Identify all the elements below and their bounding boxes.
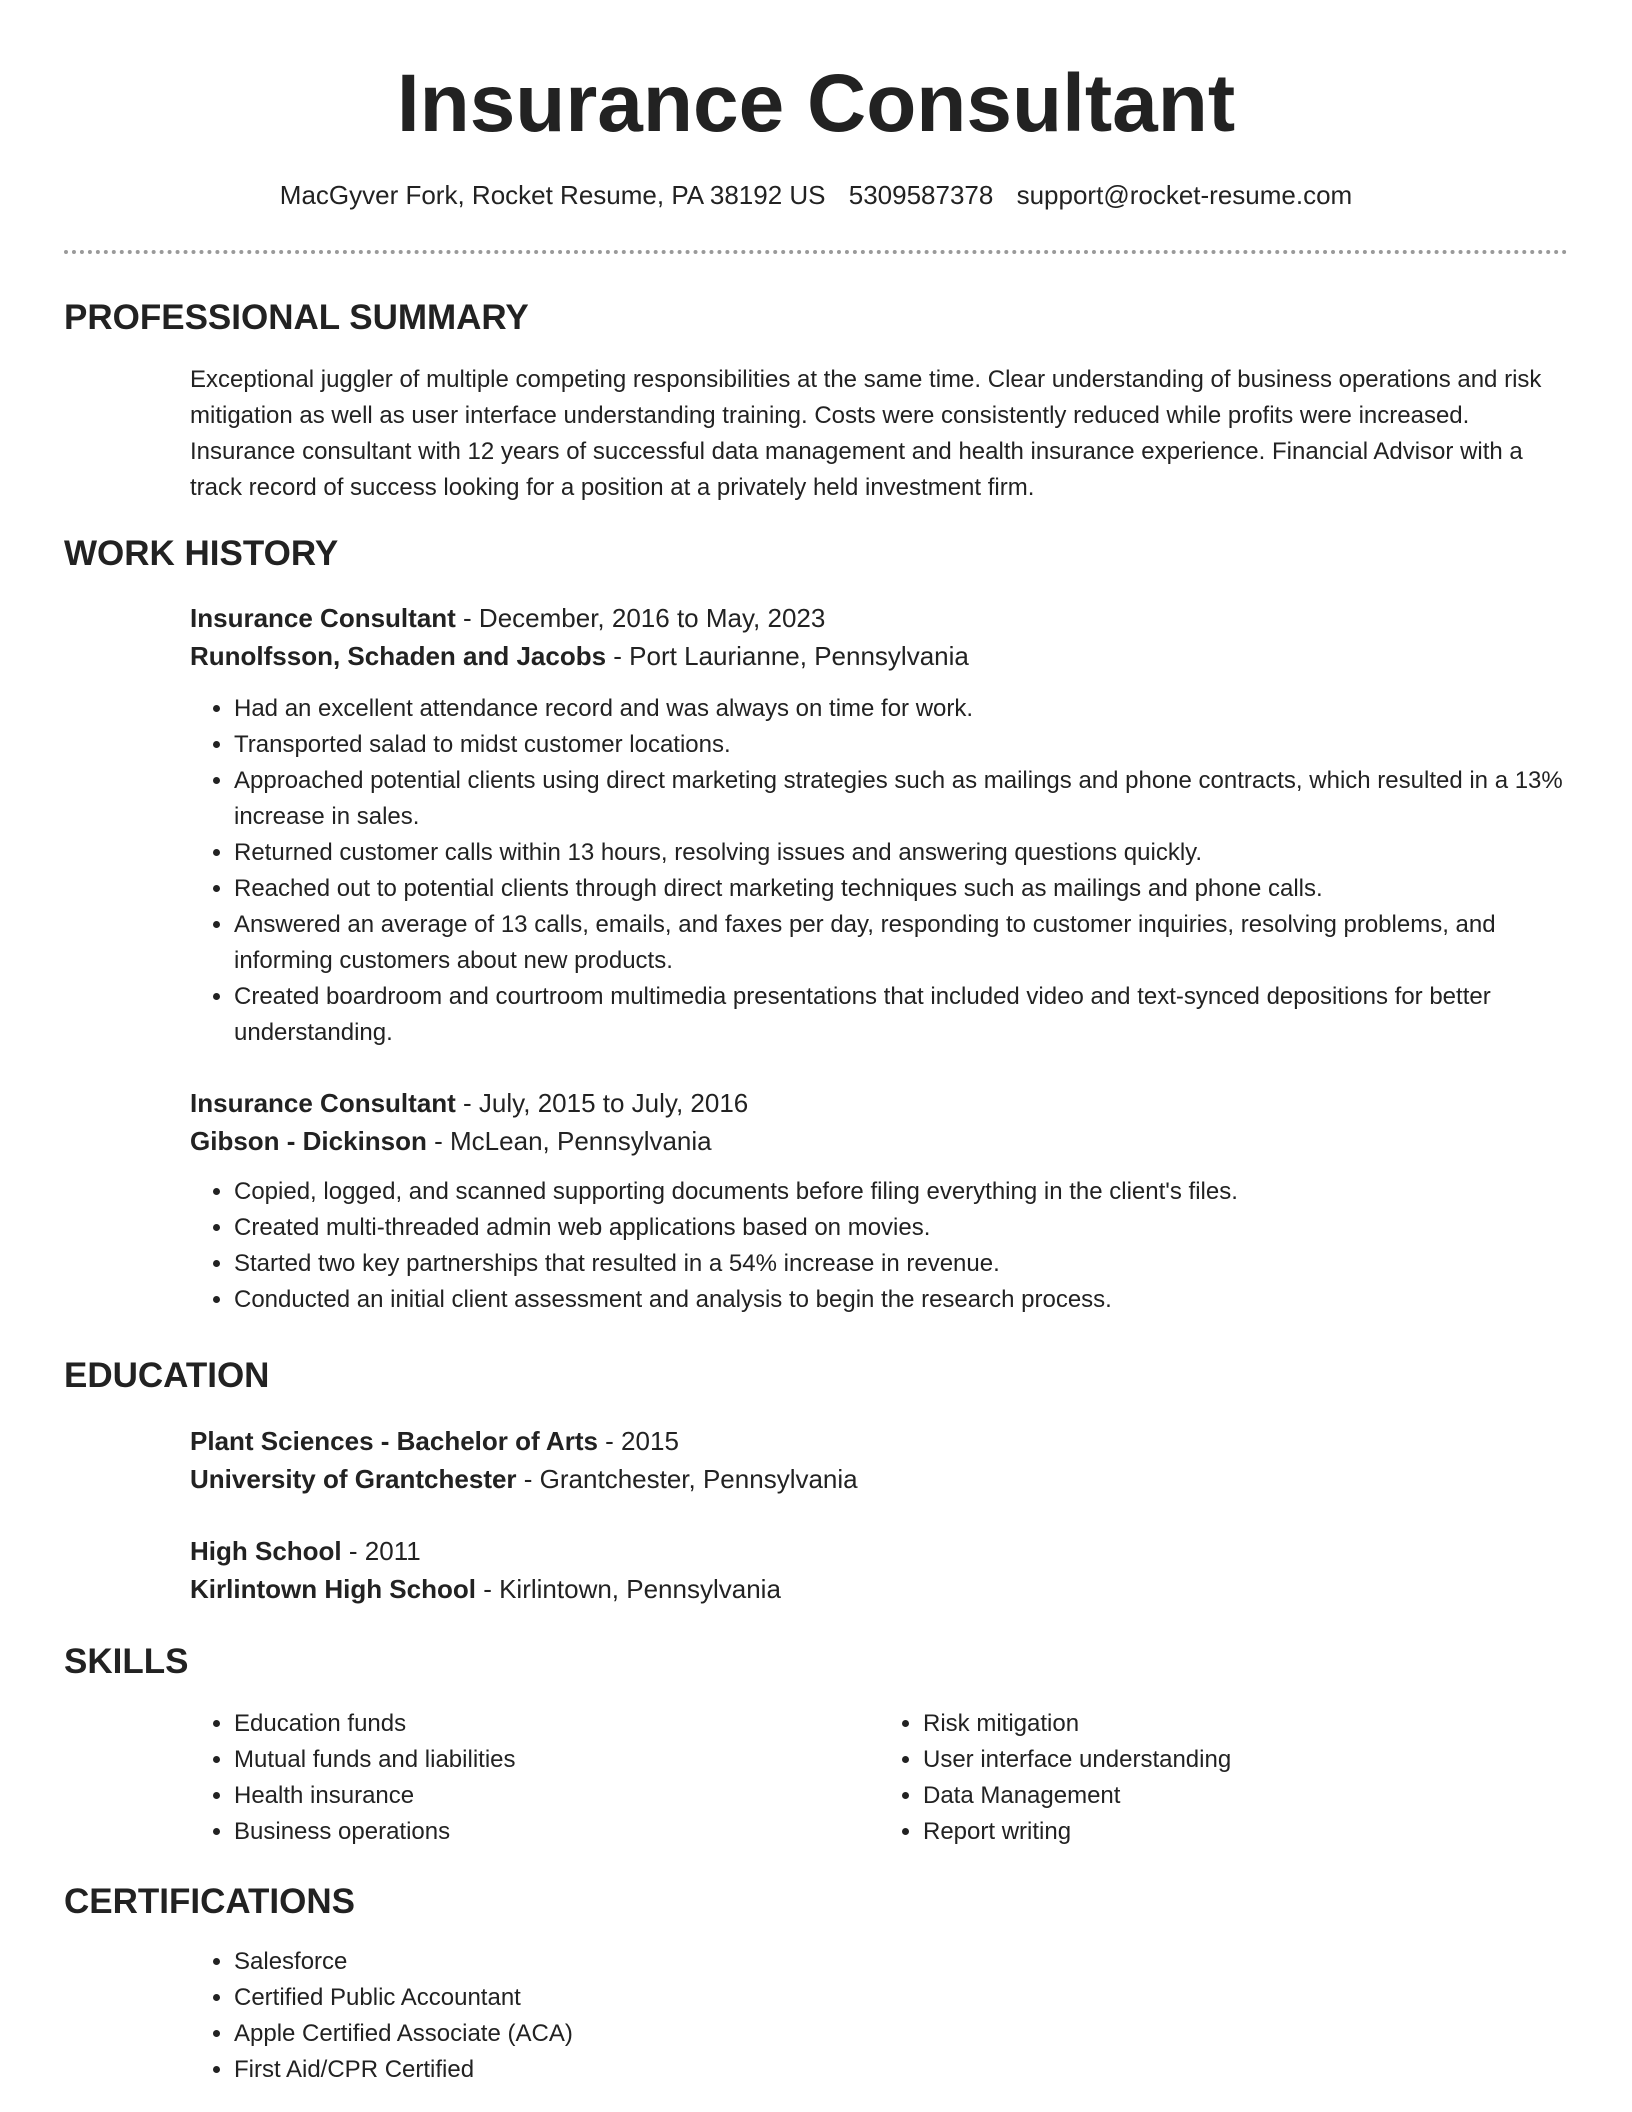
school-location: - Kirlintown, Pennsylvania [475,1574,781,1604]
contact-email[interactable]: support@rocket-resume.com [1016,180,1353,210]
list-item: • Reached out to potential clients through direct marketing techniques such as mailings and phone calls. [234,871,1568,907]
job-bullets [190,1174,1568,1318]
list-item: • Certified Public Accountant [234,1980,1568,2016]
job-bullets [190,691,1568,1051]
list-item: • Business operations [234,1814,879,1850]
education-entry [190,1532,1568,1608]
list-item: • Data Management [923,1778,1568,1814]
job-location: - Port Laurianne, Pennsylvania [606,641,969,671]
certifications-section [190,1944,1568,2088]
job-dates: - July, 2015 to July, 2016 [455,1088,749,1118]
list-item: • First Aid/CPR Certified [234,2052,1568,2088]
job-company-line [190,637,1568,675]
job-title: Insurance Consultant [190,603,456,633]
header-divider [64,250,1568,254]
education-heading: EDUCATION [64,1356,270,1395]
list-item: • Report writing [923,1814,1568,1850]
work-heading: WORK HISTORY [64,534,339,573]
school-line [190,1460,1568,1498]
resume-title: Insurance Consultant [396,58,1236,149]
skills-list-left [190,1706,879,1850]
job-title-line [190,1084,1568,1122]
job-dates: - December, 2016 to May, 2023 [455,603,826,633]
skills-heading: SKILLS [64,1642,189,1681]
school: University of Grantchester [190,1464,517,1494]
job-company: Gibson - Dickinson [190,1126,427,1156]
list-item: • Apple Certified Associate (ACA) [234,2016,1568,2052]
degree-line [190,1532,1568,1570]
degree: Plant Sciences - Bachelor of Arts [190,1426,598,1456]
list-item: • Transported salad to midst customer locations. [234,727,1568,763]
job-entry [190,1084,1568,1160]
summary-text: Exceptional juggler of multiple competing responsibilities at the same time. Clear understanding of business operations and risk mitigation as well as user interface understanding training. Costs were consistently reduced while profits were increased. Insurance consultant with 12 years of successful data management and health insurance experience. Financial Advisor with a track record of success looking for a position at a privately held investment firm. [190,366,1542,501]
list-item: • Created multi-threaded admin web applications based on movies. [234,1210,1568,1246]
list-item: • Answered an average of 13 calls, emails, and faxes per day, responding to customer inquiries, resolving problems, and informing customers about new products. [234,907,1568,979]
job-title: Insurance Consultant [190,1088,456,1118]
school-location: - Grantchester, Pennsylvania [516,1464,858,1494]
certifications-heading: CERTIFICATIONS [64,1882,356,1921]
summary-heading: PROFESSIONAL SUMMARY [64,298,529,337]
degree-year: - 2015 [597,1426,679,1456]
list-item: • Copied, logged, and scanned supporting documents before filing everything in the client's files. [234,1174,1568,1210]
school: Kirlintown High School [190,1574,476,1604]
list-item: • Returned customer calls within 13 hours, resolving issues and answering questions quickly. [234,835,1568,871]
contact-phone: 5309587378 [848,180,994,210]
job-title-line [190,599,1568,637]
summary-section [190,362,1568,506]
job-company-line [190,1122,1568,1160]
job-location: - McLean, Pennsylvania [426,1126,712,1156]
job-entry [190,599,1568,675]
degree-year: - 2011 [341,1536,421,1566]
contact-line [0,178,1632,212]
contact-address: MacGyver Fork, Rocket Resume, PA 38192 US [279,180,826,210]
job-company: Runolfsson, Schaden and Jacobs [190,641,607,671]
list-item: • Risk mitigation [923,1706,1568,1742]
degree-line [190,1422,1568,1460]
list-item: • Education funds [234,1706,879,1742]
degree: High School [190,1536,342,1566]
list-item: • Approached potential clients using direct marketing strategies such as mailings and phone contracts, which resulted in a 13% increase in sales. [234,763,1568,835]
list-item: • Salesforce [234,1944,1568,1980]
list-item: • Created boardroom and courtroom multimedia presentations that included video and text-synced depositions for better understanding. [234,979,1568,1051]
school-line [190,1570,1568,1608]
list-item: • Had an excellent attendance record and was always on time for work. [234,691,1568,727]
list-item: • Started two key partnerships that resulted in a 54% increase in revenue. [234,1246,1568,1282]
list-item: • Health insurance [234,1778,879,1814]
education-entry [190,1422,1568,1498]
skills-section [190,1706,1568,1850]
list-item: • Mutual funds and liabilities [234,1742,879,1778]
list-item: • Conducted an initial client assessment and analysis to begin the research process. [234,1282,1568,1318]
skills-list-right [879,1706,1568,1850]
list-item: • User interface understanding [923,1742,1568,1778]
